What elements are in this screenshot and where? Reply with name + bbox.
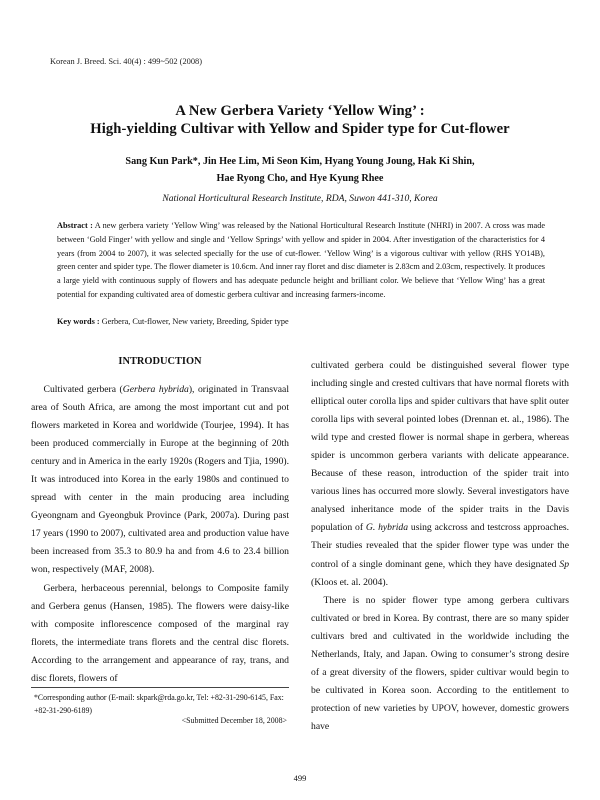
authors-line-1: Sang Kun Park*, Jin Hee Lim, Mi Seon Kim, Hyang Young Joung, Hak Ki Shin, bbox=[125, 156, 475, 167]
section-heading-introduction: INTRODUCTION bbox=[118, 356, 202, 367]
text-run: Cultivated gerbera ( bbox=[43, 384, 123, 395]
submission-date: <Submitted December 18, 2008> bbox=[181, 716, 287, 725]
paragraph: Gerbera, herbaceous perennial, belongs to Composite family and Gerbera genus (Hansen, 1985). The flowers were daisy-like with composite inflorescence composed of the marginal ray florets, the intermediate trans florets and the central disc florets. According to the arrangement and appearance of ray, trans, and disc florets, flowers of bbox=[31, 582, 289, 684]
paragraph: There is no spider flower type among gerbera cultivars cultivated or bred in Korea. By contrast, there are so many spider cultivars bred and cultivated in the worldwide including the Netherlands, Italy, and Japan. Owing to consumer’s strong desire of a great diversity of the flowers, spider cultivar would begin to be cultivated in Korea soon. According to the entitlement to protection of new varieties by UPOV, however, domestic growers have bbox=[311, 594, 569, 732]
author-list bbox=[50, 153, 550, 187]
italic-species-name: Gerbera hybrida bbox=[122, 384, 189, 395]
text-run: cultivated gerbera could be distinguished several flower type including single and crested cultivars that have normal florets with elliptical outer corolla lips and spider cultivars that have split outer corolla lips with several pointed lobes (Drennan et. al., 1986). The wild type and crested flower is normal shape in gerbera, whereas spider is uncommon gerbera variants with delicate appearance. Because of these reason, introduction of the spider trait into various lines has occurred more slowly. Several investigators have analysed inheritance mode of the spider traits in the Davis population of bbox=[311, 360, 569, 534]
authors-line-2: Hae Ryong Cho, and Hye Kyung Rhee bbox=[216, 173, 384, 184]
footnote-divider bbox=[31, 687, 289, 688]
journal-reference: Korean J. Breed. Sci. 40(4) : 499~502 (2008) bbox=[50, 57, 202, 66]
left-column bbox=[31, 381, 289, 688]
right-column bbox=[311, 357, 569, 736]
abstract bbox=[57, 219, 545, 302]
paragraph bbox=[311, 357, 569, 592]
page-number: 499 bbox=[293, 773, 307, 783]
abstract-text: A new gerbera variety ‘Yellow Wing’ was released by the National Horticultural Research Institute (NHRI) in 2007. A cross was made between ‘Gold Finger’ with yellow and single and ‘Yellow Springs’ with yellow and spider in 2004. After investigation of the characteristics for 4 years (from 2004 to 2007), it was selected specially for the use of cut-flower. ‘Yellow Wing’ is a vigorous cultivar with yellow (RHS YO14B), green center and spider type. The flower diameter is 10.6cm. And inner ray floret and disc diameter is 2.83cm and 2.03cm, respectively. It produces a large yield with continuous supply of flowers and has adequate peduncle height and brilliant color. We believe that ‘Yellow Wing’ has a great potential for expanding cultivated area of domestic gerbera cultivar and increasing farmers-income. bbox=[57, 221, 546, 299]
title-line-1: A New Gerbera Variety ‘Yellow Wing’ : bbox=[175, 103, 425, 119]
keywords-label: Key words : bbox=[57, 317, 100, 326]
affiliation: National Horticultural Research Institute, RDA, Suwon 441-310, Korea bbox=[162, 193, 438, 204]
corresponding-author-footnote: *Corresponding author (E-mail: skpark@rda.go.kr, Tel: +82-31-290-6145, Fax: +82-31-290-6189) bbox=[34, 693, 284, 715]
text-run: using ackcross and testcross approaches. Their studies revealed that the spider flower type was under the control of a single dominant gene, which they have designated bbox=[311, 522, 570, 570]
italic-gene-symbol: Sp bbox=[559, 558, 569, 570]
paragraph bbox=[31, 381, 289, 580]
text-run: (Kloos et. al. 2004). bbox=[311, 576, 388, 588]
keywords-text: Gerbera, Cut-flower, New variety, Breeding, Spider type bbox=[101, 317, 289, 326]
keywords bbox=[57, 317, 289, 326]
text-run: ), originated in Transvaal area of South Africa, are among the most important cut and pot flowers marketed in Korea and worldwide (Tourjee, 1994). It has been produced commercially in Europe at the beginning of 20th century and in America in the early 1920s (Rogers and Tjia, 1990). It was introduced into Korea in the early 1980s and continued to spread with center in the main producing area including Gyeongnam and Gyeongbuk Province (Park, 2007a). During past 17 years (1990 to 2007), cultivated area and production value have been increased from 35.3 to 80.9 ha and from 4.6 to 23.4 billion won, respectively (MAF, 2008). bbox=[31, 384, 289, 576]
italic-species-name: G. hybrida bbox=[365, 522, 409, 534]
title-line-2: High-yielding Cultivar with Yellow and Spider type for Cut-flower bbox=[90, 121, 510, 137]
abstract-label: Abstract : bbox=[57, 221, 93, 230]
